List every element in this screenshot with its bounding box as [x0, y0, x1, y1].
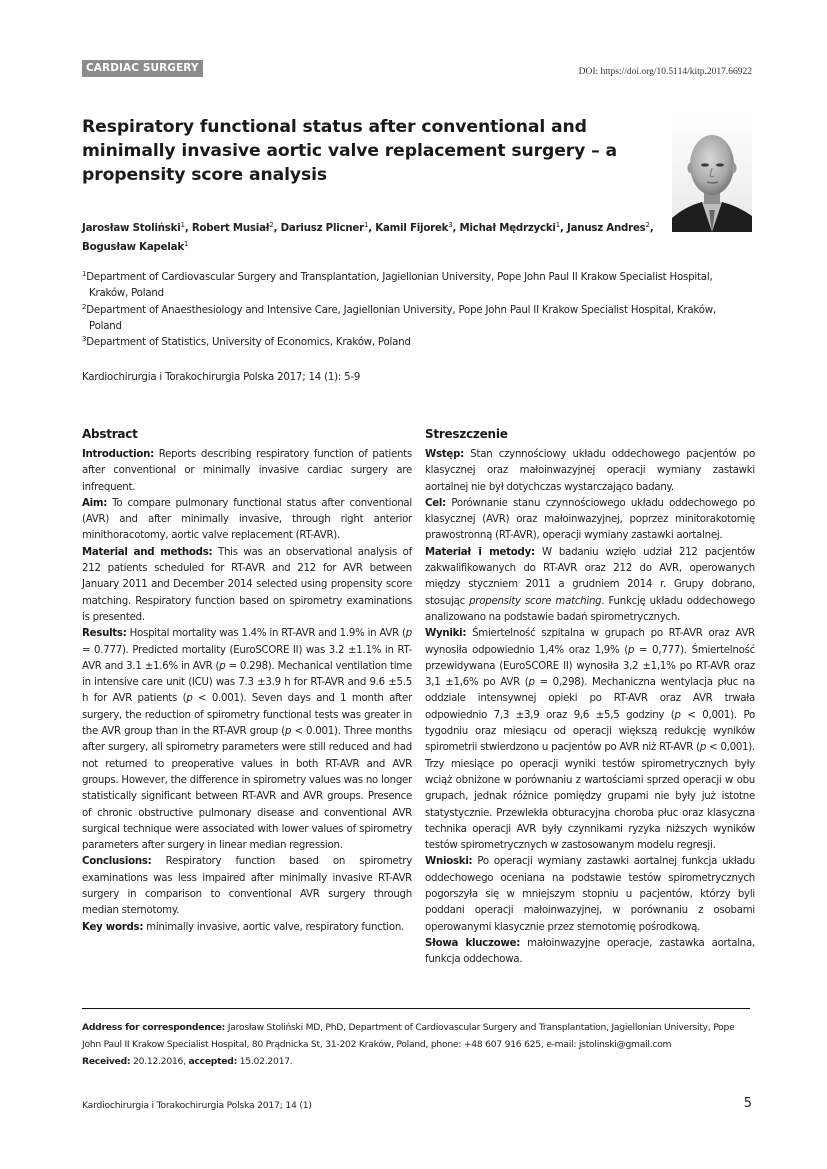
accepted-label: accepted:	[188, 1056, 238, 1067]
section-label: Key words:	[82, 921, 144, 933]
abstract-section	[425, 496, 755, 545]
section-text: Hospital mortality was 1.4% in RT-AVR and 1.9% in AVR (	[126, 628, 406, 640]
p-symbol: p	[699, 742, 707, 754]
author-name: Jarosław Stoliński	[82, 223, 181, 234]
p-symbol: p	[628, 644, 635, 656]
streszczenie-heading: Streszczenie	[425, 427, 508, 441]
affiliation-marker: 2	[269, 221, 274, 229]
correspondence-label: Address for correspondence:	[82, 1022, 226, 1033]
section-text: Śmiertelność szpitalna w grupach po RT-AVR oraz AVR wynosiła odpowiednio 1,4% oraz 1,9% (	[425, 628, 755, 656]
affiliation-text: Department of Statistics, University of Economics, Kraków, Poland	[86, 337, 411, 349]
author-name: Robert Musiał	[191, 223, 270, 234]
section-text: = 0.298). Mechanical ventilation time in intensive care unit (ICU) was 7.3 ±3.9 h for RT-AVR and 9.6 ±5.5 h for AVR patients (	[82, 660, 412, 705]
affiliation-item	[82, 335, 742, 351]
abstract-section	[82, 920, 412, 936]
section-label: Cel:	[425, 497, 446, 509]
section-tag: CARDIAC SURGERY	[82, 60, 203, 77]
section-text: małoinwazyjne operacje, zastawka aortalna, funkcja oddechowa.	[425, 937, 755, 966]
affiliation-marker: 1	[183, 240, 189, 248]
section-text: < 0,001). Po tygodniu oraz miesiącu od operacji większą redukcję wyników spirometrii stwierdzono u pacjentów po AVR niż RT-AVR (	[425, 709, 755, 754]
p-symbol: p	[186, 693, 193, 705]
abstract-section	[82, 496, 412, 545]
page-number: 5	[743, 1096, 752, 1111]
section-label: Aim:	[82, 497, 108, 509]
section-text: = 0,777). Śmiertelność przewidywana (EuroSCORE II) wynosiła 3,2 ±1,1% po RT-AVR oraz 3,1 ±1,6% po AVR (	[425, 644, 755, 689]
affiliation-marker: 1	[363, 221, 369, 229]
affiliation-marker: 1	[180, 221, 185, 229]
abstract-section	[82, 854, 412, 919]
author-photo	[672, 110, 752, 232]
p-symbol: p	[219, 660, 226, 672]
abstract-body	[82, 447, 412, 936]
abstract-section	[425, 854, 755, 935]
affiliation-marker: 2	[645, 221, 650, 229]
affiliation-text: Department of Anaesthesiology and Intensive Care, Jagiellonian University, Pope John Paul II Krakow Specialist Hospital, Kraków, Poland	[86, 304, 716, 332]
section-label: Wyniki:	[425, 628, 467, 640]
p-symbol: p	[405, 628, 412, 640]
section-text: W badaniu wzięło udział 212 pacjentów zakwalifikowanych do RT-AVR oraz 212 do AVR, operowanych między styczniem 2011 a grudniem 2014 r. Grupy dobrano, stosując	[425, 546, 755, 607]
section-text: = 0,298). Mechaniczna wentylacja płuc na oddziale intensywnej opieki po RT-AVR oraz AVR trwała odpowiednio 7,3 ±3,9 oraz 9,6 ±5,5 godziny (	[425, 677, 755, 721]
section-text: minimally invasive, aortic valve, respiratory function.	[143, 921, 405, 933]
section-label: Results:	[82, 628, 127, 640]
dates-line	[82, 1053, 752, 1070]
journal-citation: Kardiochirurgia i Torakochirurgia Polska 2017; 14 (1): 5-9	[82, 372, 361, 383]
footer-journal: Kardiochirurgia i Torakochirurgia Polska 2017; 14 (1)	[82, 1100, 312, 1111]
section-text: < 0.001). Seven days and 1 month after surgery, the reduction of spirometry functional tests was greater in the AVR group than in the RT-AVR group (	[82, 693, 412, 738]
italic-term: propensity score matching	[469, 595, 602, 607]
abstract-section	[425, 447, 755, 496]
affiliation-marker: 3	[448, 221, 453, 229]
doi-link[interactable]: DOI: https://doi.org/10.5114/kitp.2017.66922	[578, 67, 752, 77]
abstract-section	[82, 447, 412, 496]
accepted-date: 15.02.2017.	[237, 1056, 293, 1067]
p-symbol: p	[674, 709, 681, 721]
section-text: Po operacji wymiany zastawki aortalnej funkcja układu oddechowego oceniana na podstawie testów spirometrycznych pogorszyła się w mniejszym stopniu u pacjentów, którzy byli poddani operacji małoinwazyjnej, w porównaniu z osobami operowanymi klasycznie przez sternotomię pośrodkową.	[425, 856, 755, 933]
section-text: Reports describing respiratory function of patients after conventional or minimally invasive cardiac surgery are infrequent.	[82, 449, 412, 493]
section-divider	[82, 1008, 750, 1009]
section-text: This was an observational analysis of 212 patients scheduled for RT-AVR and 212 for AVR between January 2011 and December 2014 selected using propensity score matching. Respiratory function based on spirometry examinations is presented.	[82, 546, 412, 623]
author-name: Michał Mędrzycki	[459, 223, 556, 234]
author-name: Bogusław Kapelak	[82, 242, 184, 253]
affiliation-item	[82, 303, 742, 336]
abstract-english	[82, 426, 412, 936]
section-label: Materiał i metody:	[425, 546, 535, 558]
section-text: Respiratory function based on spirometry examinations was less impaired after minimally invasive RT-AVR surgery in comparison to conventional AVR surgery through median sternotomy.	[82, 856, 412, 917]
section-label: Introduction:	[82, 449, 154, 460]
abstract-section	[82, 545, 412, 626]
streszczenie-body	[425, 447, 755, 969]
abstract-section	[425, 545, 755, 626]
section-text: = 0.777). Predicted mortality (EuroSCORE II) was 3.2 ±1.1% in RT-AVR and 3.1 ±1.6% in AVR (	[82, 644, 412, 672]
section-text: Porównanie stanu czynnościowego układu oddechowego po klasycznej (AVR) oraz małoinwazyjnej, poprzez minitorakotomię prawostronną (RT-AVR), operacji wymiany zastawki aortalnej.	[425, 497, 755, 542]
article-title: Respiratory functional status after conventional and minimally invasive aortic valve replacement surgery – a propensity score analysis	[82, 117, 618, 185]
affiliation-text: Department of Cardiovascular Surgery and Transplantation, Jagiellonian University, Pope John Paul II Krakow Specialist Hospital, Kraków, Poland	[86, 272, 713, 300]
abstract-section	[82, 626, 412, 854]
section-text: < 0,001). Trzy miesiące po operacji wyniki testów spirometrycznych były wciąż obniżone w porównaniu z wartościami sprzed operacji w obu grupach, jednak różnice pomiędzy grupami nie były już istotne statystycznie. Przewlekła obturacyjna choroba płuc oraz klasyczna technika operacji AVR były czynnikami ryzyka niższych wyników testów spirometrycznych w zastosowanym modelu regresji.	[425, 742, 756, 852]
author-name: Kamil Fijorek	[375, 223, 449, 234]
received-date: 20.12.2016,	[130, 1056, 189, 1067]
author-name: Janusz Andres	[567, 223, 646, 234]
author-portrait-image	[672, 110, 752, 232]
abstract-polish	[425, 426, 755, 969]
correspondence-text: Jarosław Stoliński MD, PhD, Department of Cardiovascular Surgery and Transplantation, Jagiellonian University, Pope John Paul II Krakow Specialist Hospital, 80 Prądnicka St, 31-202 Kraków, Poland, phone: +48 607 916 625, e-mail: jstolinski@gmail.com	[82, 1022, 735, 1050]
abstract-section	[425, 936, 755, 969]
affiliation-marker: 1	[555, 221, 560, 229]
author-list: Jarosław Stoliński$^1$, Robert Musiał$^2$, Dariusz Plicner$^1$, Kamil Fijorek$^3$, Michał Mędrzycki$^1$, Janusz Andres$^2$, Bogusław Kapelak$^1$	[82, 221, 654, 253]
section-label: Wstęp:	[425, 449, 464, 460]
affiliation-number: 3	[82, 335, 87, 344]
affiliation-number: 1	[82, 270, 87, 278]
affiliation-item	[82, 270, 742, 303]
section-text: Stan czynnościowy układu oddechowego pacjentów po klasycznej oraz małoinwazyjnej operacji wymiany zastawki aortalnej nie był dotychczas wystarczająco badany.	[425, 449, 755, 493]
section-text: . Funkcję układu oddechowego analizowano na podstawie badań spirometrycznych.	[425, 595, 755, 623]
abstract-section	[425, 626, 755, 854]
section-text: To compare pulmonary functional status after conventional (AVR) and after minimally invasive, through right anterior minithoracotomy, aortic valve replacement (RT-AVR).	[82, 497, 412, 542]
received-label: Received:	[82, 1056, 131, 1067]
section-label: Słowa kluczowe:	[425, 937, 521, 949]
abstract-heading: Abstract	[82, 427, 138, 441]
section-text: < 0.001). Three months after surgery, all spirometry parameters were still reduced and had not returned to preoperative values in both RT-AVR and AVR groups. However, the difference in spirometry values was no longer statistically significant between RT-AVR and AVR groups. Presence of chronic obstructive pulmonary disease and conventional AVR surgical technique were associated with lower values of spirometry parameters after surgery in linear median regression.	[82, 726, 412, 852]
p-symbol: p	[528, 677, 535, 689]
correspondence-block	[82, 1019, 752, 1070]
section-label: Material and methods:	[82, 546, 213, 558]
correspondence-address	[82, 1019, 752, 1053]
p-symbol: p	[284, 726, 292, 738]
section-label: Conclusions:	[82, 856, 152, 868]
affiliations	[82, 270, 742, 351]
author-name: Dariusz Plicner	[280, 223, 364, 234]
affiliation-number: 2	[82, 302, 87, 311]
section-label: Wnioski:	[425, 856, 473, 868]
